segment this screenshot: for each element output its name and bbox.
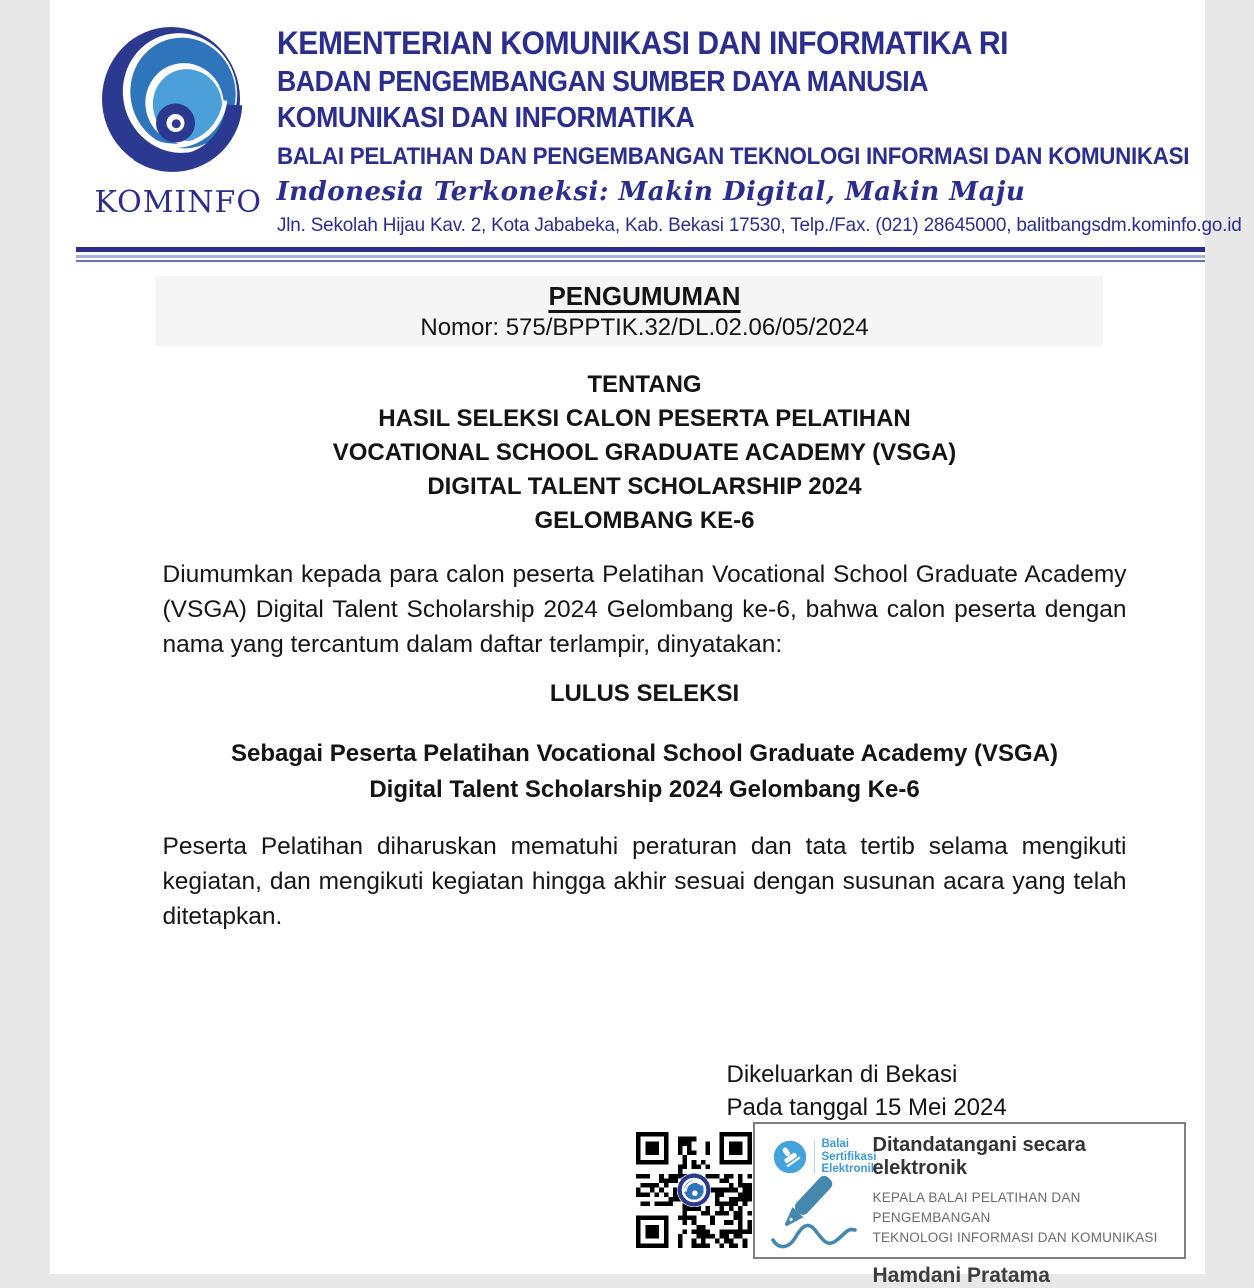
bse-divider [814, 1140, 815, 1174]
bse-label: Balai Sertifikasi Elektronik [822, 1138, 878, 1176]
address-line: Jln. Sekolah Hijau Kav. 2, Kota Jababeka, Kab. Bekasi 17530, Telp./Fax. (021) 28645000, balitbangsdm.kominfo.go.id [277, 214, 1242, 237]
document-number: Nomor: 575/BPPTIK.32/DL.02.06/05/2024 [163, 314, 1127, 342]
electronic-signature-box [753, 1122, 1186, 1259]
about-line-4: GELOMBANG KE-6 [163, 504, 1127, 538]
result-detail-line-1: Sebagai Peserta Pelatihan Vocational School Graduate Academy (VSGA) [163, 736, 1127, 772]
issued-place: Dikeluarkan di Bekasi [727, 1058, 1007, 1091]
about-line-2: VOCATIONAL SCHOOL GRADUATE ACADEMY (VSGA) [163, 436, 1127, 470]
selection-result: LULUS SELEKSI [163, 680, 1127, 708]
about-block [163, 368, 1127, 538]
tagline: Indonesia Terkoneksi: Makin Digital, Makin Maju [277, 177, 1254, 207]
agency-name-line2: KOMUNIKASI DAN INFORMATIKA [277, 102, 1192, 135]
result-detail [163, 736, 1127, 808]
signer-title-line-1: KEPALA BALAI PELATIHAN DAN PENGEMBANGAN [873, 1188, 1173, 1228]
signature-text-block [873, 1134, 1173, 1288]
bse-seal-icon [772, 1139, 808, 1175]
office-name: BALAI PELATIHAN DAN PENGEMBANGAN TEKNOLOGI INFORMASI DAN KOMUNIKASI [277, 143, 1202, 171]
ministry-name: KEMENTERIAN KOMUNIKASI DAN INFORMATIKA RI [277, 25, 1212, 62]
about-line-1: HASIL SELEKSI CALON PESERTA PELATIHAN [163, 402, 1127, 436]
announcement-page [50, 0, 1205, 1274]
issued-block [727, 1058, 1007, 1124]
bse-logo [772, 1138, 878, 1176]
body-paragraph-2: Peserta Pelatihan diharuskan mematuhi peraturan dan tata tertib selama mengikuti kegiatan, dan mengikuti kegiatan hingga akhir sesuai dengan susunan acara yang telah ditetapkan. [163, 829, 1127, 934]
result-detail-line-2: Digital Talent Scholarship 2024 Gelombang Ke-6 [163, 772, 1127, 808]
kominfo-logo [95, 22, 247, 220]
kominfo-wordmark: KOMINFO [95, 185, 247, 220]
document-title: PENGUMUMAN [163, 281, 1127, 312]
letterhead-text [277, 25, 1254, 237]
letterhead-divider [76, 247, 1205, 262]
body-paragraph-1: Diumumkan kepada para calon peserta Pelatihan Vocational School Graduate Academy (VSGA) Digital Talent Scholarship 2024 Gelombang ke-6, bahwa calon peserta dengan nama yang tercantum dalam daftar terlampir, dinyatakan: [163, 557, 1127, 662]
signer-name: Hamdani Pratama [873, 1264, 1173, 1288]
about-line-3: DIGITAL TALENT SCHOLARSHIP 2024 [163, 470, 1127, 504]
about-label: TENTANG [163, 368, 1127, 402]
signed-electronically-label: Ditandatangani secara elektronik [873, 1134, 1173, 1180]
agency-name-line1: BADAN PENGEMBANGAN SUMBER DAYA MANUSIA [277, 66, 1192, 99]
signer-title-line-2: TEKNOLOGI INFORMASI DAN KOMUNIKASI [873, 1228, 1173, 1248]
signature-pen-icon [763, 1172, 863, 1254]
qr-code [636, 1132, 752, 1248]
kominfo-swirl-icon [96, 22, 246, 182]
issued-date: Pada tanggal 15 Mei 2024 [727, 1091, 1007, 1124]
